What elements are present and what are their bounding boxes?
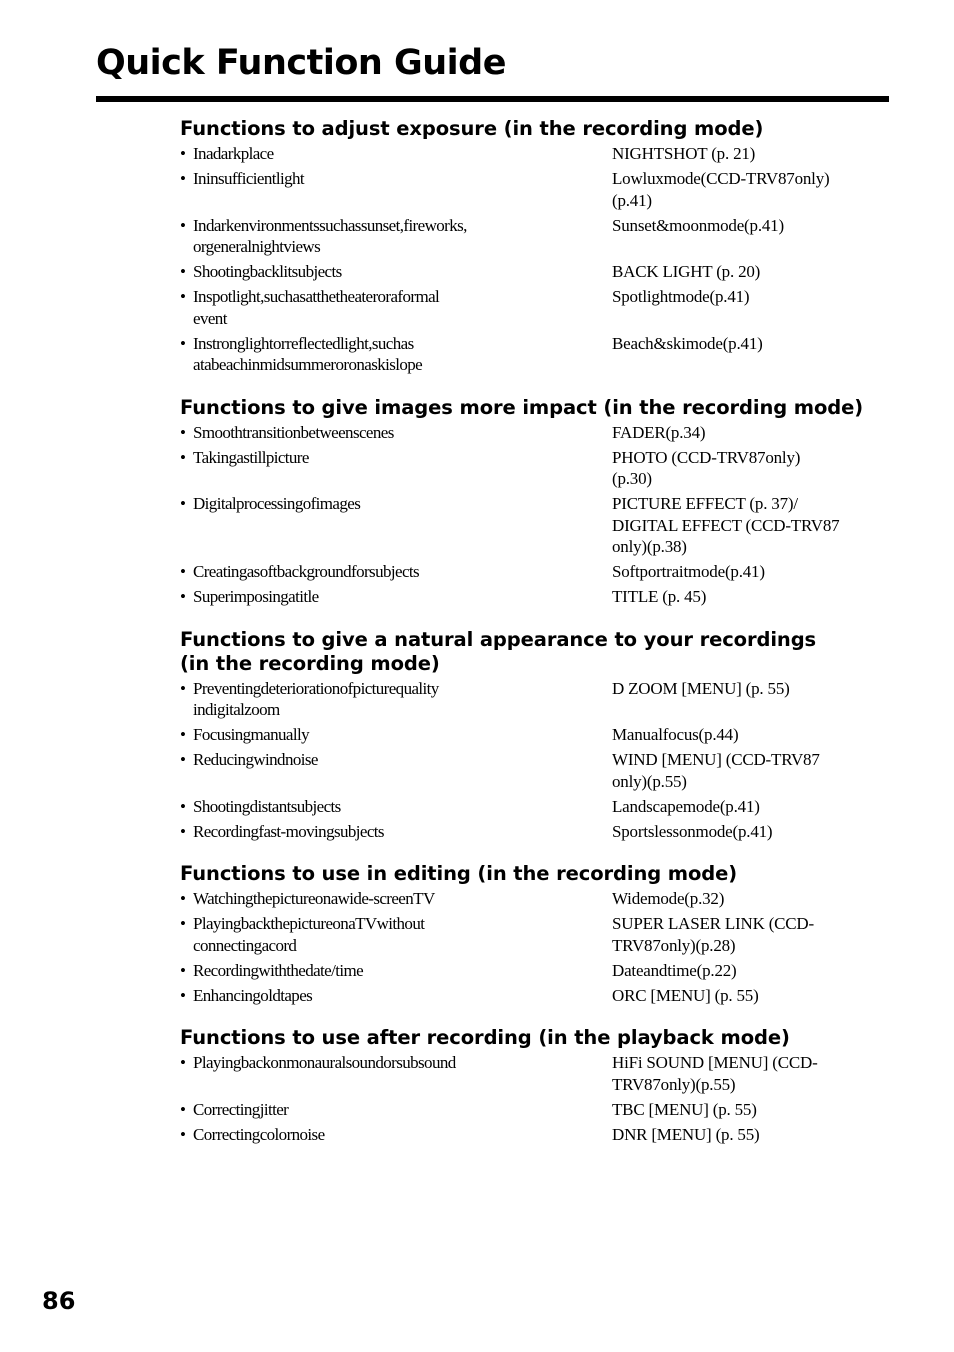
- section-heading: Functions to give a natural appearance to your recordings (in the recording mode): [180, 627, 817, 675]
- function-row: [180, 422, 890, 444]
- function-reference: FADER(p.34): [612, 422, 706, 442]
- function-description: [180, 913, 612, 956]
- function-row: [180, 678, 890, 721]
- function-description: [180, 261, 612, 283]
- function-description: [180, 561, 612, 583]
- function-description-text: Correctingjitter: [193, 1099, 289, 1119]
- function-row: [180, 1099, 890, 1121]
- function-description: [180, 215, 612, 258]
- function-description: [180, 821, 612, 843]
- bullet-marker: •: [180, 960, 186, 980]
- bullet-marker: •: [180, 262, 186, 281]
- function-description: [180, 143, 612, 165]
- function-row: [180, 168, 890, 211]
- bullet-marker: •: [180, 1124, 186, 1144]
- bullet-marker: •: [180, 422, 186, 442]
- bullet-marker: •: [180, 144, 186, 163]
- bullet-marker: •: [180, 985, 186, 1005]
- function-reference: PHOTO (CCD-TRV87only) (p.30): [612, 447, 801, 488]
- function-description-text: Instronglightorreflectedlight,suchas atabeachinmidsummeroronaskislope: [193, 333, 423, 374]
- function-description-text: Indarkenvironmentssuchassunset,fireworks, orgeneralnightviews: [193, 215, 467, 256]
- function-description: [180, 678, 612, 721]
- bullet-marker: •: [180, 215, 186, 235]
- function-reference: Softportraitmode(p.41): [612, 562, 765, 581]
- function-description-text: Inadarkplace: [193, 144, 274, 163]
- bullet-marker: •: [180, 287, 186, 306]
- function-row: [180, 724, 890, 746]
- function-section: [180, 117, 890, 376]
- function-row: [180, 888, 890, 910]
- bullet-marker: •: [180, 562, 186, 581]
- function-description-text: Creatingasoftbackgroundforsubjects: [193, 562, 420, 581]
- bullet-marker: •: [180, 678, 186, 698]
- function-reference: Manualfocus(p.44): [612, 725, 739, 744]
- section-heading: Functions to give images more impact (in the recording mode): [180, 395, 864, 419]
- function-row: [180, 960, 890, 982]
- function-description: [180, 960, 612, 982]
- function-reference: Sportslessonmode(p.41): [612, 821, 773, 841]
- function-description: [180, 985, 612, 1007]
- function-description-text: Playingbackonmonauralsoundorsubsound: [193, 1053, 456, 1072]
- function-reference: Lowluxmode(CCD-TRV87only) (p.41): [612, 169, 830, 210]
- function-description-text: Reducingwindnoise: [193, 750, 318, 769]
- function-reference: Spotlightmode(p.41): [612, 287, 750, 306]
- function-row: [180, 1124, 890, 1146]
- function-row: [180, 493, 890, 558]
- function-description-text: Digitalprocessingofimages: [193, 494, 361, 513]
- function-description-text: Recordingfast-movingsubjects: [193, 821, 384, 841]
- page-number: 86: [42, 1287, 76, 1315]
- function-description-text: Superimposingatitle: [193, 587, 319, 606]
- bullet-marker: •: [180, 725, 186, 744]
- function-description-text: Focusingmanually: [193, 725, 309, 744]
- function-description: [180, 493, 612, 515]
- function-row: [180, 261, 890, 283]
- function-row: [180, 215, 890, 258]
- function-reference: WIND [MENU] (CCD-TRV87 only)(p.55): [612, 750, 820, 791]
- function-reference: TITLE (p. 45): [612, 587, 707, 606]
- function-description: [180, 286, 612, 329]
- bullet-marker: •: [180, 447, 186, 467]
- function-row: [180, 749, 890, 792]
- function-description: [180, 1124, 612, 1146]
- function-description-text: Shootingbacklitsubjects: [193, 262, 342, 281]
- function-row: [180, 913, 890, 956]
- section-heading: Functions to use after recording (in the playback mode): [180, 1026, 790, 1049]
- function-description-text: Preventingdeteriorationofpicturequality indigitalzoom: [193, 678, 439, 719]
- function-description-text: Watchingthepictureonawide-screenTV: [193, 889, 435, 908]
- bullet-marker: •: [180, 821, 186, 841]
- bullet-marker: •: [180, 796, 186, 816]
- function-row: [180, 796, 890, 818]
- function-description: [180, 888, 612, 910]
- function-reference: SUPER LASER LINK (CCD- TRV87only)(p.28): [612, 914, 814, 955]
- function-reference: NIGHTSHOT (p. 21): [612, 144, 756, 163]
- bullet-marker: •: [180, 750, 186, 769]
- function-description: [180, 586, 612, 608]
- bullet-marker: •: [180, 333, 186, 353]
- function-description: [180, 333, 612, 376]
- bullet-marker: •: [180, 587, 186, 606]
- function-section: [180, 396, 890, 608]
- function-description-text: Enhancingoldtapes: [193, 985, 313, 1005]
- function-row: [180, 561, 890, 583]
- bullet-marker: •: [180, 494, 186, 513]
- bullet-marker: •: [180, 914, 186, 933]
- section-heading: Functions to use in editing (in the recording mode): [180, 862, 738, 885]
- bullet-marker: •: [180, 1099, 186, 1119]
- function-reference: DNR [MENU] (p. 55): [612, 1124, 760, 1144]
- page-title: Quick Function Guide: [96, 43, 506, 83]
- function-row: [180, 143, 890, 165]
- bullet-marker: •: [180, 169, 186, 188]
- function-reference: ORC [MENU] (p. 55): [612, 985, 759, 1005]
- function-reference: D ZOOM [MENU] (p. 55): [612, 678, 790, 698]
- function-row: [180, 586, 890, 608]
- bullet-marker: •: [180, 889, 186, 908]
- function-row: [180, 447, 890, 490]
- function-description: [180, 168, 612, 190]
- function-row: [180, 985, 890, 1007]
- function-reference: Widemode(p.32): [612, 889, 725, 908]
- function-description-text: Correctingcolornoise: [193, 1124, 325, 1144]
- function-reference: BACK LIGHT (p. 20): [612, 262, 761, 281]
- function-description: [180, 796, 612, 818]
- function-section: [180, 862, 890, 1006]
- function-description-text: PlayingbackthepictureonaTVwithout connectingacord: [193, 914, 425, 955]
- function-reference: TBC [MENU] (p. 55): [612, 1099, 757, 1119]
- function-reference: Dateandtime(p.22): [612, 960, 737, 980]
- function-reference: HiFi SOUND [MENU] (CCD- TRV87only)(p.55): [612, 1053, 818, 1094]
- function-description: [180, 422, 612, 444]
- function-description: [180, 447, 612, 469]
- function-description-text: Recordingwiththedate/time: [193, 960, 364, 980]
- function-description-text: Ininsufficientlight: [193, 169, 305, 188]
- function-reference: Landscapemode(p.41): [612, 796, 760, 816]
- function-description-text: Takingastillpicture: [193, 447, 309, 467]
- function-guide-content: [180, 117, 890, 1165]
- function-description: [180, 1052, 612, 1074]
- function-section: [180, 1026, 890, 1145]
- function-section: [180, 628, 890, 843]
- bullet-marker: •: [180, 1053, 186, 1072]
- function-reference: PICTURE EFFECT (p. 37)/ DIGITAL EFFECT (CCD-TRV87 only)(p.38): [612, 494, 840, 556]
- function-row: [180, 1052, 890, 1095]
- function-row: [180, 333, 890, 376]
- function-row: [180, 821, 890, 843]
- section-heading: Functions to adjust exposure (in the recording mode): [180, 117, 764, 140]
- function-description-text: Smoothtransitionbetweenscenes: [193, 422, 394, 442]
- function-reference: Sunset&moonmode(p.41): [612, 215, 784, 235]
- function-description: [180, 749, 612, 771]
- function-description-text: Shootingdistantsubjects: [193, 796, 341, 816]
- function-description: [180, 1099, 612, 1121]
- title-rule: [96, 96, 889, 102]
- function-reference: Beach&skimode(p.41): [612, 333, 763, 353]
- function-description: [180, 724, 612, 746]
- function-description-text: Inspotlight,suchasatthetheateroraformal event: [193, 287, 440, 328]
- function-row: [180, 286, 890, 329]
